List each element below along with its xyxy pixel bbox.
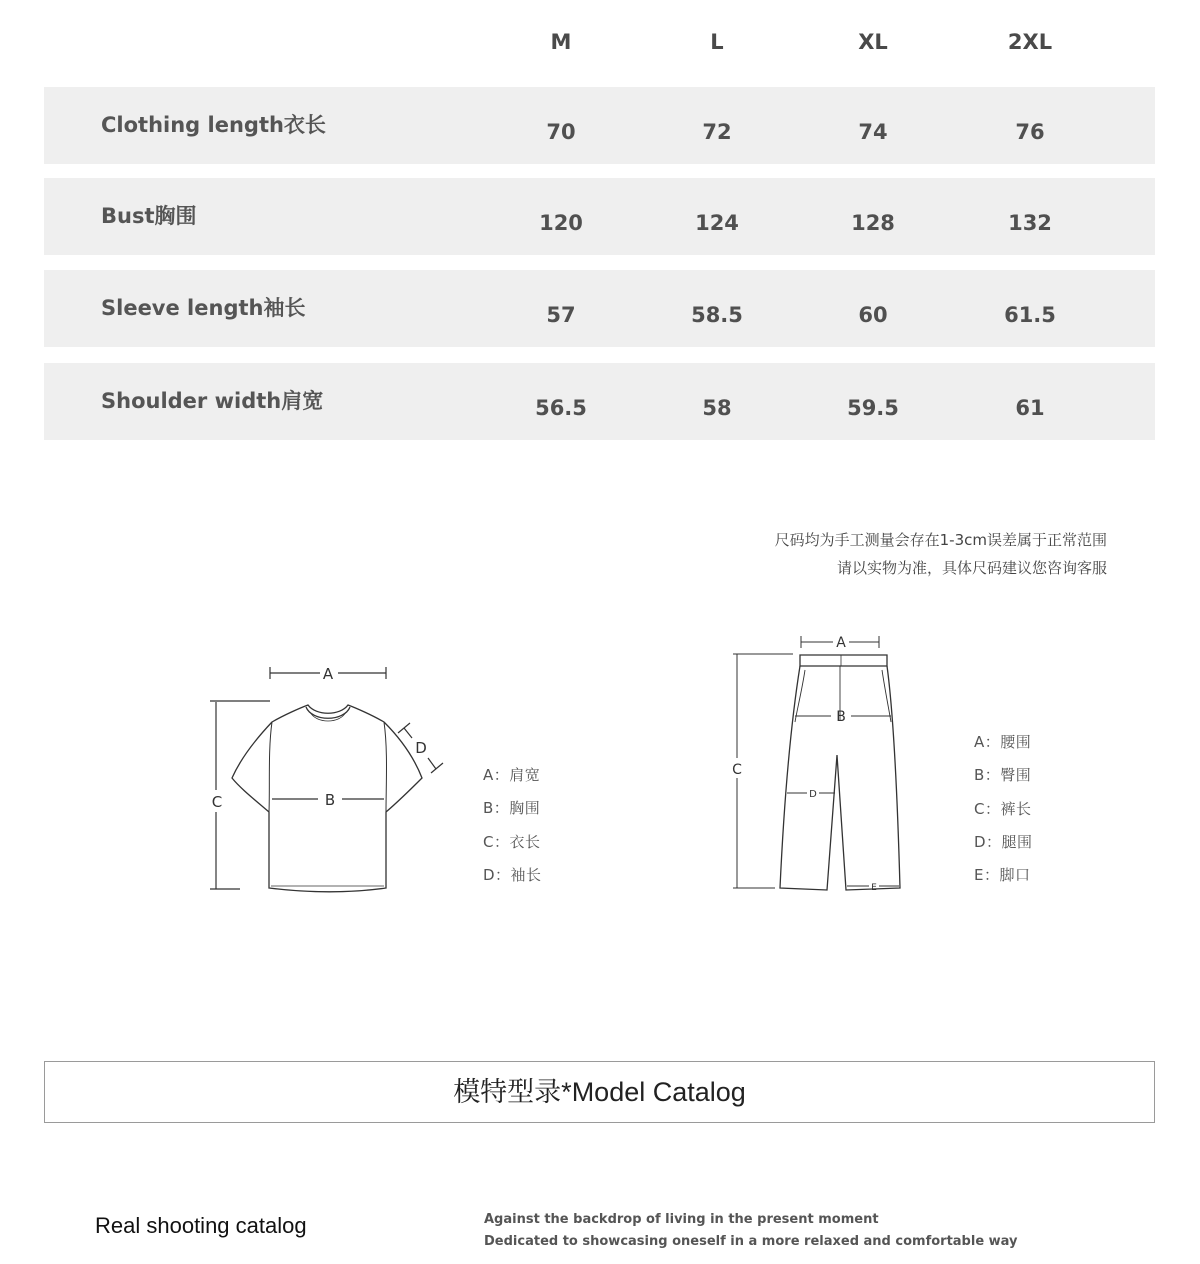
legend-item: C：裤长 <box>974 799 1032 818</box>
legend-item: A：肩宽 <box>483 766 541 784</box>
table-cell: 120 <box>539 211 583 235</box>
tshirt-diagram <box>200 660 460 900</box>
measurement-note: 尺码均为手工测量会存在1-3cm误差属于正常范围 <box>774 531 1107 549</box>
tshirt-label-a: A <box>322 665 334 683</box>
pants-diagram <box>725 630 925 900</box>
table-cell: 58 <box>702 396 732 420</box>
table-cell: 70 <box>546 120 576 144</box>
table-cell: 58.5 <box>691 303 743 327</box>
legend-item: B：臀围 <box>974 766 1032 785</box>
table-row-bust <box>44 178 1155 255</box>
model-catalog-banner: 模特型录*Model Catalog <box>44 1061 1155 1123</box>
legend-item: E：脚口 <box>974 866 1031 885</box>
tshirt-label-b: B <box>324 791 336 809</box>
size-xl: XL <box>858 30 888 54</box>
table-cell: 132 <box>1008 211 1052 235</box>
pants-label-c: C <box>732 762 742 778</box>
pants-legend <box>974 726 1033 892</box>
size-l: L <box>710 30 724 54</box>
legend-item: A：腰围 <box>974 733 1032 751</box>
tshirt-legend <box>483 759 542 892</box>
table-cell: 56.5 <box>535 396 587 420</box>
tagline-line-1: Against the backdrop of living in the present moment <box>484 1212 879 1227</box>
table-cell: 59.5 <box>847 396 899 420</box>
real-shooting-title: Real shooting catalog <box>95 1213 307 1238</box>
row-label: Sleeve length袖长 <box>101 296 306 320</box>
tshirt-label-d: D <box>415 739 427 757</box>
legend-item: D：腿围 <box>974 832 1033 851</box>
table-cell: 128 <box>851 211 895 235</box>
size-header <box>0 30 1200 62</box>
size-2xl: 2XL <box>1007 30 1053 54</box>
table-row-sleeve-length <box>44 270 1155 347</box>
row-label: Bust胸围 <box>101 204 197 228</box>
row-label: Shoulder width肩宽 <box>101 389 324 413</box>
legend-item: D：袖长 <box>483 865 542 884</box>
table-row-clothing-length <box>44 87 1155 164</box>
table-cell: 72 <box>702 120 732 144</box>
pants-label-b: B <box>836 709 846 725</box>
customer-service-note: 请以实物为准，具体尺码建议您咨询客服 <box>836 559 1107 577</box>
legend-item: C：衣长 <box>483 832 541 851</box>
table-cell: 61 <box>1015 396 1045 420</box>
table-cell: 60 <box>858 303 888 327</box>
table-cell: 124 <box>695 211 739 235</box>
table-cell: 61.5 <box>1004 303 1056 327</box>
table-cell: 57 <box>546 303 576 327</box>
table-cell: 74 <box>858 120 888 144</box>
tagline-line-2: Dedicated to showcasing oneself in a more relaxed and comfortable way <box>484 1234 1018 1249</box>
row-label: Clothing length衣长 <box>101 113 326 137</box>
pants-label-d: D <box>809 789 817 800</box>
size-m: M <box>550 30 572 54</box>
tshirt-label-c: C <box>211 793 223 811</box>
table-cell: 76 <box>1015 120 1045 144</box>
table-row-shoulder-width <box>44 363 1155 440</box>
pants-label-a: A <box>836 635 846 651</box>
legend-item: B：胸围 <box>483 799 541 818</box>
pants-label-e: E <box>871 883 877 893</box>
